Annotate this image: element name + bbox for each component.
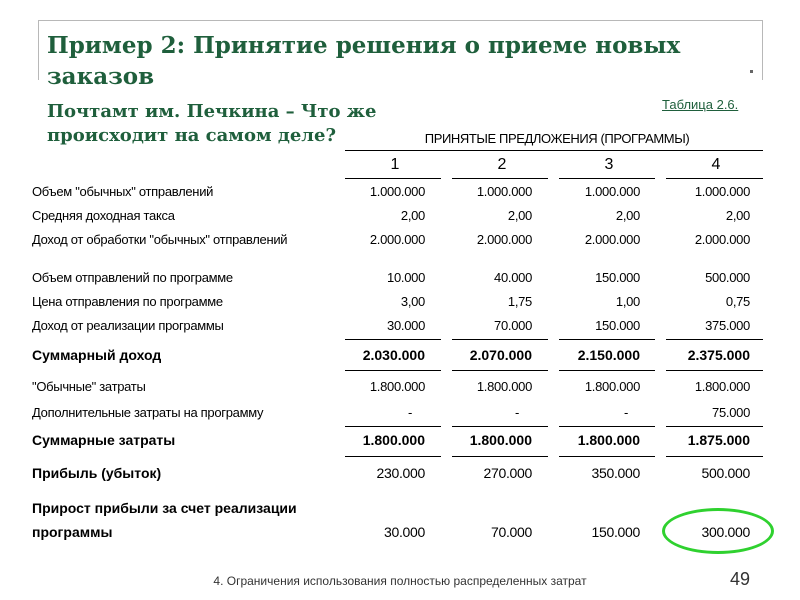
cell: 2,00 — [725, 208, 750, 223]
sum-rule-3 — [559, 456, 655, 457]
cell: 30.000 — [383, 524, 425, 540]
column-header-1: 1 — [390, 156, 400, 173]
sum-rule-4 — [666, 339, 763, 340]
column-header-4: 4 — [711, 156, 721, 173]
cell: 0,75 — [725, 294, 750, 309]
cell: 150.000 — [595, 318, 640, 333]
slide-frame-top — [38, 20, 763, 21]
cell: 1,00 — [615, 294, 640, 309]
column-rule-2 — [452, 178, 548, 179]
table-row — [0, 208, 800, 232]
cell: 70.000 — [494, 318, 532, 333]
cell: 500.000 — [705, 270, 750, 285]
cell: 10.000 — [387, 270, 425, 285]
row-label: Доход от реализации программы — [32, 318, 224, 333]
column-header-3: 3 — [604, 156, 614, 173]
sum-rule-3 — [559, 339, 655, 340]
cell: 500.000 — [701, 465, 750, 481]
row-label: Объем "обычных" отправлений — [32, 184, 214, 199]
slide-frame-right — [762, 20, 763, 80]
page-number: 49 — [730, 569, 751, 589]
row-label: Доход от обработки "обычных" отправлений — [32, 232, 288, 247]
cell: 230.000 — [376, 465, 425, 481]
table-row — [0, 465, 800, 489]
sum-rule-3 — [559, 370, 655, 371]
column-rule-4 — [666, 178, 763, 179]
table-row — [0, 270, 800, 294]
row-label: Цена отправления по программе — [32, 294, 223, 309]
column-rule-3 — [559, 178, 655, 179]
table-row — [0, 432, 800, 456]
header-rule — [345, 150, 763, 151]
cell: 1.800.000 — [577, 432, 640, 448]
row-label: Прибыль (убыток) — [32, 465, 162, 481]
row-label: Дополнительные затраты на программу — [32, 405, 264, 420]
cell: 300.000 — [701, 524, 750, 540]
cell: 350.000 — [591, 465, 640, 481]
sum-rule-2 — [452, 370, 548, 371]
cell: 1.800.000 — [369, 379, 425, 394]
table-row — [0, 347, 800, 371]
cell: 1.875.000 — [687, 432, 750, 448]
cell: 2.150.000 — [577, 347, 640, 363]
sum-rule-2 — [452, 456, 548, 457]
cell: - — [407, 405, 412, 420]
cell: 2.000.000 — [694, 232, 750, 247]
decorative-dot — [750, 70, 753, 73]
cell: 1.000.000 — [369, 184, 425, 199]
cell: 1.800.000 — [476, 379, 532, 394]
table-number: Таблица 2.6. — [662, 97, 739, 112]
cell: 2.070.000 — [469, 347, 532, 363]
table-row — [0, 379, 800, 403]
column-rule-1 — [345, 178, 441, 179]
cell: 75.000 — [712, 405, 750, 420]
sum-rule-2 — [452, 426, 548, 427]
cell: 1.800.000 — [469, 432, 532, 448]
sum-rule-4 — [666, 456, 763, 457]
cell: 2,00 — [507, 208, 532, 223]
cell: 2,00 — [615, 208, 640, 223]
row-label: Суммарный доход — [32, 347, 162, 363]
table-group-header: ПРИНЯТЫЕ ПРЕДЛОЖЕНИЯ (ПРОГРАММЫ) — [424, 131, 690, 146]
sum-rule-1 — [345, 339, 441, 340]
table-row — [0, 184, 800, 208]
row-label-line-2: программы — [32, 524, 113, 540]
cell: 2.000.000 — [369, 232, 425, 247]
slide-subtitle: Почтамт им. Печкина – Что же происходит на самом деле? — [47, 101, 377, 146]
cell: 270.000 — [483, 465, 532, 481]
sum-rule-4 — [666, 370, 763, 371]
sum-rule-3 — [559, 426, 655, 427]
highlight-circle — [662, 508, 774, 554]
cell: 1.000.000 — [476, 184, 532, 199]
cell: 1.800.000 — [584, 379, 640, 394]
slide-footer: 4. Ограничения использования полностью распределенных затрат — [213, 574, 587, 588]
cell: 40.000 — [494, 270, 532, 285]
sum-rule-1 — [345, 370, 441, 371]
cell: 1.000.000 — [694, 184, 750, 199]
sum-rule-1 — [345, 456, 441, 457]
cell: 2.000.000 — [584, 232, 640, 247]
row-label-line-1: Прирост прибыли за счет реализации — [32, 500, 297, 516]
sum-rule-1 — [345, 426, 441, 427]
cell: 70.000 — [490, 524, 532, 540]
cell: 150.000 — [591, 524, 640, 540]
cell: 30.000 — [387, 318, 425, 333]
row-label: Средняя доходная такса — [32, 208, 175, 223]
table-row — [0, 232, 800, 256]
row-label: Объем отправлений по программе — [32, 270, 233, 285]
cell: 375.000 — [705, 318, 750, 333]
slide-title: Пример 2: Принятие решения о приеме новых заказов — [47, 32, 681, 90]
sum-rule-2 — [452, 339, 548, 340]
cell: 2.030.000 — [362, 347, 425, 363]
cell: 1.800.000 — [694, 379, 750, 394]
cell: 2.000.000 — [476, 232, 532, 247]
cell: 1,75 — [507, 294, 532, 309]
cell: 1.800.000 — [362, 432, 425, 448]
cell: 2,00 — [400, 208, 425, 223]
slide-frame-left — [38, 20, 39, 80]
cell: 2.375.000 — [687, 347, 750, 363]
cell: - — [623, 405, 628, 420]
column-header-2: 2 — [497, 156, 507, 173]
cell: 1.000.000 — [584, 184, 640, 199]
cell: 3,00 — [400, 294, 425, 309]
row-label: "Обычные" затраты — [32, 379, 146, 394]
table-row — [0, 294, 800, 318]
cell: - — [514, 405, 519, 420]
sum-rule-4 — [666, 426, 763, 427]
row-label: Суммарные затраты — [32, 432, 176, 448]
cell: 150.000 — [595, 270, 640, 285]
